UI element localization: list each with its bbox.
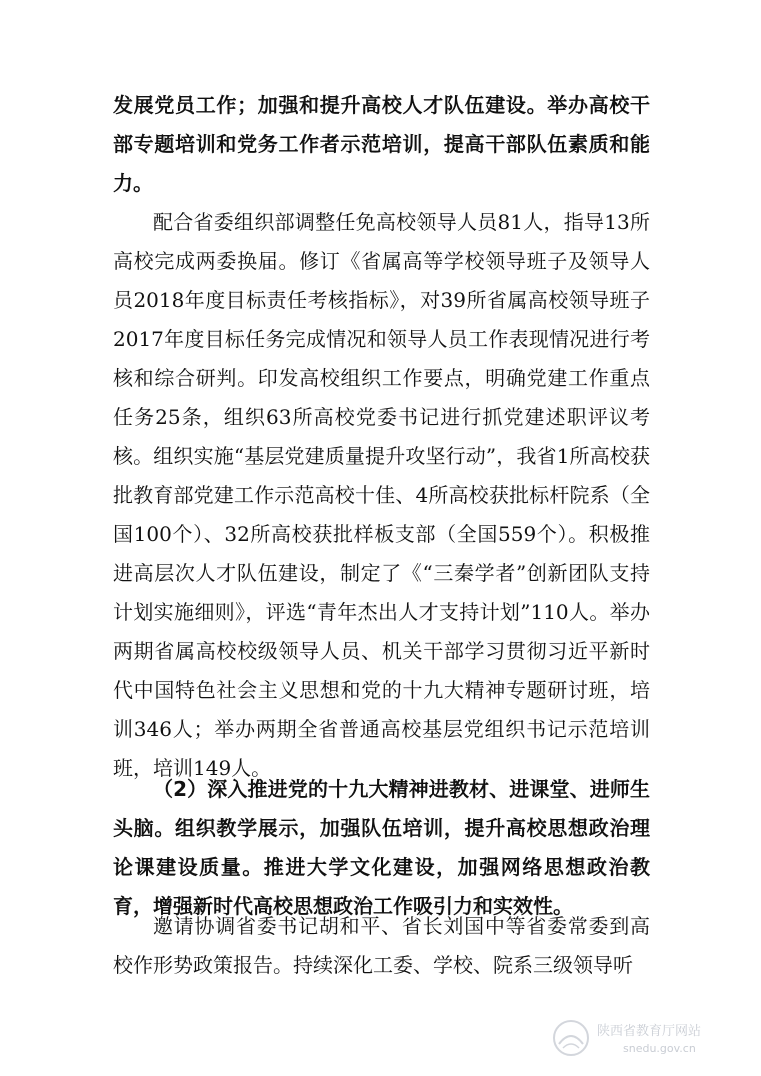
site-watermark xyxy=(551,1014,751,1066)
emblem-icon xyxy=(551,1018,591,1058)
paragraph-4: 邀请协调省委书记胡和平、省长刘国中等省委常委到高校作形势政策报告。持续深化工委、学校、院系三级领导听 xyxy=(113,914,650,977)
paragraph-1: 发展党员工作；加强和提升高校人才队伍建设。举办高校干部专题培训和党务工作者示范培训，提高干部队伍素质和能力。 xyxy=(113,93,650,195)
paragraph-2: 配合省委组织部调整任免高校领导人员81人，指导13所高校完成两委换届。修订《省属高等学校领导班子及领导人员2018年度目标责任考核指标》，对39所省属高校领导班子2017年度目标任务完成情况和领导人员工作表现情况进行考核和综合研判。印发高校组织工作要点，明确党建工作重点任务25条，组织63所高校党委书记进行抓党建述职评议考核。组织实施“基层党建质量提升攻坚行动”，我省1所高校获批教育部党建工作示范高校十佳、4所高校获批标杆院系（全国100个）、32所高校获批样板支部（全国559个）。积极推进高层次人才队伍建设，制定了《“三秦学者”创新团队支持计划实施细则》，评选“青年杰出人才支持计划”110人。举办两期省属高校校级领导人员、机关干部学习贯彻习近平新时代中国特色社会主义思想和党的十九大精神专题研讨班，培训346人；举办两期全省普通高校基层党组织书记示范培训班，培训149人。 xyxy=(113,210,650,780)
paragraph-3-heading: （2）深入推进党的十九大精神进教材、进课堂、进师生头脑。组织教学展示，加强队伍培训，提升高校思想政治理论课建设质量。推进大学文化建设，加强网络思想政治教育，增强新时代高校思想政治工作吸引力和实效性。 xyxy=(113,777,650,918)
watermark-url: snedu.gov.cn xyxy=(623,1042,696,1055)
watermark-title: 陕西省教育厅网站 xyxy=(597,1024,702,1039)
